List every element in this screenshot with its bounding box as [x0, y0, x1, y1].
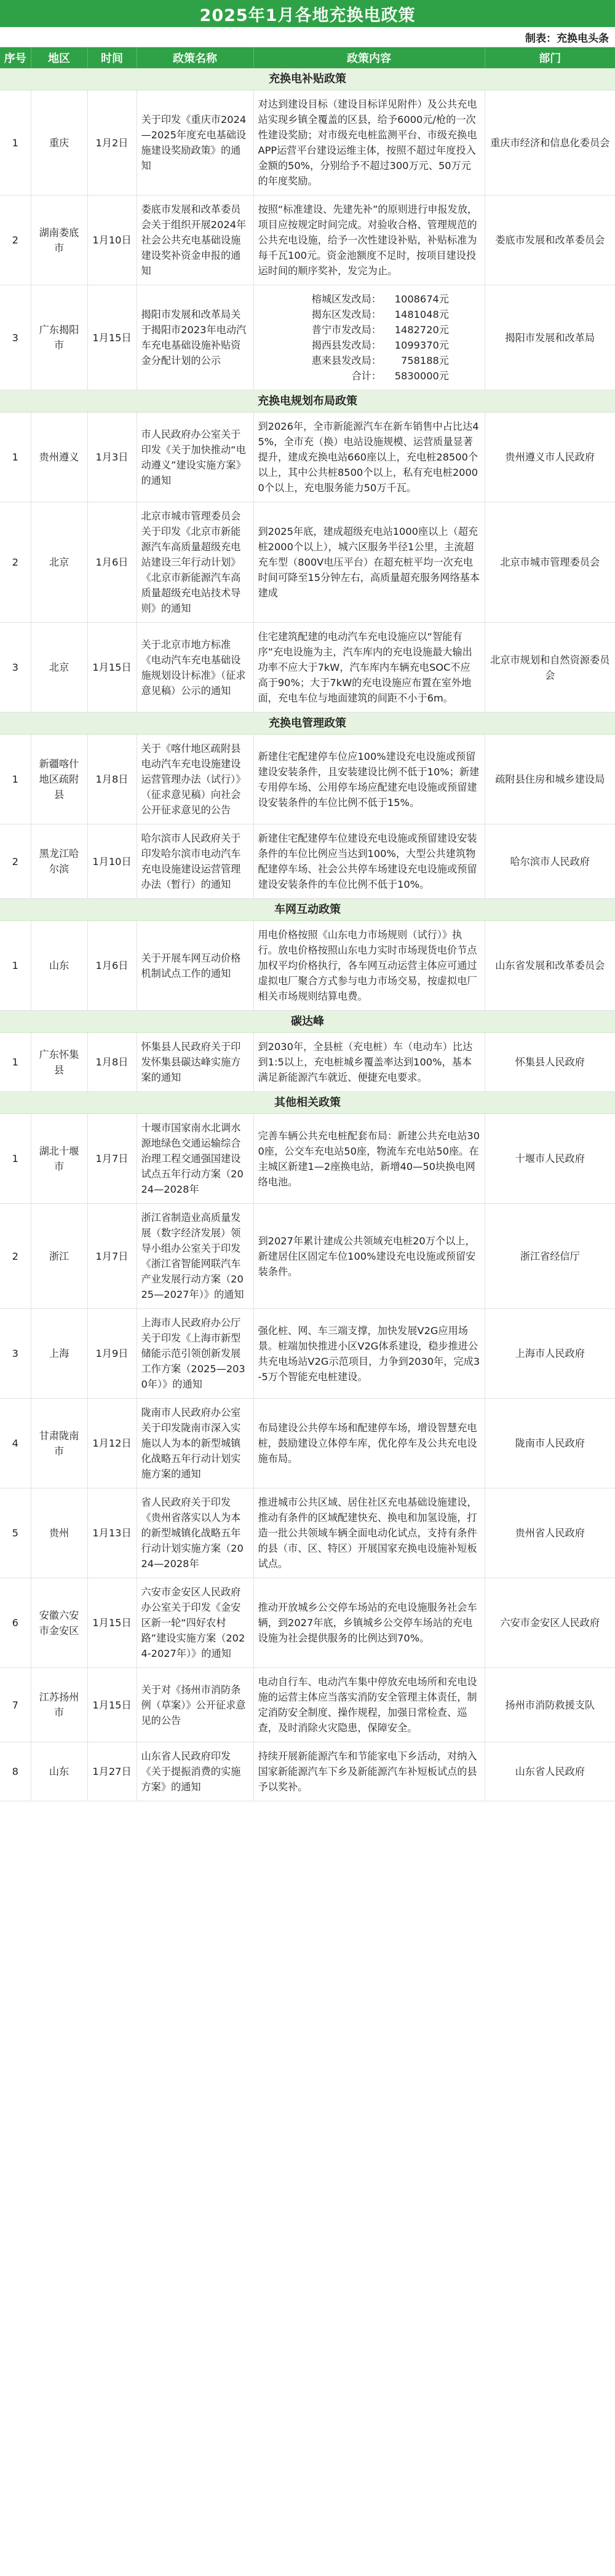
- row-policy-content: 按照“标准建设、先建先补”的原则进行申报发放，项目应按规定时间完成。对验收合格、管理规范的公共充电设施，给予一次性建设补贴，补贴标准为每千瓦100元。资金池额度不足时，按项目建设投运时间的顺序奖补，发完为止。: [253, 196, 485, 285]
- allocation-bureau: 惠来县发改局：: [311, 355, 381, 366]
- col-header-region: 地区: [31, 47, 87, 68]
- table-row: [0, 623, 615, 713]
- row-date: 1月15日: [87, 1578, 137, 1668]
- allocation-bureau: 榕城区发改局：: [311, 293, 381, 305]
- row-policy-content: 持续开展新能源汽车和节能家电下乡活动，对纳入国家新能源汽车下乡及新能源汽车补短板试点的县予以奖补。: [253, 1742, 485, 1801]
- row-department: 哈尔滨市人民政府: [485, 824, 615, 899]
- allocation-line: [258, 307, 480, 322]
- row-region: 山东: [31, 921, 87, 1011]
- section-header-row: [0, 1011, 615, 1033]
- table-row: [0, 1668, 615, 1742]
- col-header-policy-content: 政策内容: [253, 47, 485, 68]
- table-row: [0, 824, 615, 899]
- row-date: 1月3日: [87, 413, 137, 502]
- table-row: [0, 1114, 615, 1204]
- row-date: 1月15日: [87, 285, 137, 390]
- allocation-line: [258, 338, 480, 353]
- row-date: 1月27日: [87, 1742, 137, 1801]
- row-policy-name: 山东省人民政府印发《关于提振消费的实施方案》的通知: [137, 1742, 253, 1801]
- row-policy-content: 到2027年累计建成公共领域充电桩20万个以上，新建居住区固定车位100%建设充电设施或预留安装条件。: [253, 1204, 485, 1309]
- row-policy-name: 六安市金安区人民政府办公室关于印发《金安区新一轮“四好农村路”建设实施方案（2024-2027年）》的通知: [137, 1578, 253, 1668]
- row-department: 浙江省经信厅: [485, 1204, 615, 1309]
- row-department: 六安市金安区人民政府: [485, 1578, 615, 1668]
- row-policy-name: 关于北京市地方标准《电动汽车充电基础设施规划设计标准》（征求意见稿）公示的通知: [137, 623, 253, 713]
- section-header-row: [0, 390, 615, 413]
- allocation-bureau: 揭东区发改局：: [311, 309, 381, 320]
- page-title: 2025年1月各地充换电政策: [0, 0, 615, 27]
- row-region: 安徽六安市金安区: [31, 1578, 87, 1668]
- section-header-row: [0, 68, 615, 90]
- row-date: 1月10日: [87, 824, 137, 899]
- col-header-policy-name: 政策名称: [137, 47, 253, 68]
- row-department: 扬州市消防救援支队: [485, 1668, 615, 1742]
- row-policy-name: 省人民政府关于印发《贵州省落实以人为本的新型城镇化战略五年行动计划实施方案（2024—2028年: [137, 1488, 253, 1578]
- row-department: 贵州遵义市人民政府: [485, 413, 615, 502]
- row-policy-name: 上海市人民政府办公厅关于印发《上海市新型储能示范引领创新发展工作方案（2025—2030年）》的通知: [137, 1309, 253, 1399]
- row-department: 北京市城市管理委员会: [485, 502, 615, 623]
- row-policy-name: 浙江省制造业高质量发展（数字经济发展）领导小组办公室关于印发《浙江省智能网联汽车产业发展行动方案（2025—2027年）》的通知: [137, 1204, 253, 1309]
- row-number: 1: [0, 1114, 31, 1204]
- row-region: 湖南娄底市: [31, 196, 87, 285]
- col-header-number: 序号: [0, 47, 31, 68]
- allocation-amount: 5830000元: [394, 370, 449, 382]
- row-policy-name: 怀集县人民政府关于印发怀集县碳达峰实施方案的通知: [137, 1033, 253, 1092]
- table-row: [0, 1204, 615, 1309]
- row-policy-content: 用电价格按照《山东电力市场规则（试行）》执行。放电价格按照山东电力实时市场现货电价节点加权平均价格执行，各车网互动运营主体应可通过虚拟电厂聚合方式参与电力市场交易，按虚拟电厂相关市场规则结算电费。: [253, 921, 485, 1011]
- row-number: 5: [0, 1488, 31, 1578]
- row-policy-name: 关于对《扬州市消防条例（草案）》公开征求意见的公告: [137, 1668, 253, 1742]
- row-date: 1月9日: [87, 1309, 137, 1399]
- row-policy-content: 对达到建设目标（建设目标详见附件）及公共充电站实现乡镇全覆盖的区县，给予6000元/枪的一次性建设奖励；对市级充电桩监测平台、市级充换电APP运营平台建设运维主体，按照不超过年度投入金额的50%，分别给予不超过300万元、50万元的年度奖励。: [253, 90, 485, 196]
- allocation-line: [258, 291, 480, 307]
- allocation-line: [258, 322, 480, 338]
- row-policy-name: 娄底市发展和改革委员会关于组织开展2024年社会公共充电基础设施建设奖补资金申报的通知: [137, 196, 253, 285]
- table-row: [0, 285, 615, 390]
- row-policy-name: 北京市城市管理委员会关于印发《北京市新能源汽车高质量超级充电站建设三年行动计划》《北京市新能源汽车高质量超级充电站技术导则》的通知: [137, 502, 253, 623]
- row-date: 1月15日: [87, 623, 137, 713]
- row-department: 贵州省人民政府: [485, 1488, 615, 1578]
- allocation-amount: 1008674元: [394, 293, 449, 305]
- allocation-bureau: 普宁市发改局：: [311, 324, 381, 336]
- row-number: 8: [0, 1742, 31, 1801]
- section-title: 车网互动政策: [0, 899, 615, 921]
- row-policy-content: [253, 285, 485, 390]
- row-policy-content: 布局建设公共停车场和配建停车场，增设智慧充电桩，鼓励建设立体停车库，优化停车及公共充电设施布局。: [253, 1399, 485, 1488]
- row-date: 1月15日: [87, 1668, 137, 1742]
- table-row: [0, 196, 615, 285]
- row-date: 1月8日: [87, 735, 137, 824]
- row-date: 1月2日: [87, 90, 137, 196]
- section-header-row: [0, 1092, 615, 1114]
- row-region: 贵州遵义: [31, 413, 87, 502]
- row-date: 1月12日: [87, 1399, 137, 1488]
- row-policy-name: 关于开展车网互动价格机制试点工作的通知: [137, 921, 253, 1011]
- table-row: [0, 1309, 615, 1399]
- row-number: 7: [0, 1668, 31, 1742]
- allocation-amount: 1099370元: [394, 339, 449, 351]
- row-region: 甘肃陇南市: [31, 1399, 87, 1488]
- row-number: 1: [0, 413, 31, 502]
- row-date: 1月10日: [87, 196, 137, 285]
- allocation-bureau: 合计：: [351, 370, 381, 382]
- allocation-amount: 758188元: [401, 355, 449, 366]
- row-policy-name: 十堰市国家南水北调水源地绿色交通运输综合治理工程交通强国建设试点五年行动方案（2024—2028年: [137, 1114, 253, 1204]
- row-date: 1月6日: [87, 921, 137, 1011]
- section-title: 充换电补贴政策: [0, 68, 615, 90]
- row-region: 黑龙江哈尔滨: [31, 824, 87, 899]
- row-number: 2: [0, 502, 31, 623]
- table-row: [0, 1578, 615, 1668]
- row-department: 怀集县人民政府: [485, 1033, 615, 1092]
- col-header-department: 部门: [485, 47, 615, 68]
- row-policy-name: 陇南市人民政府办公室关于印发陇南市深入实施以人为本的新型城镇化战略五年行动计划实施方案的通知: [137, 1399, 253, 1488]
- row-number: 6: [0, 1578, 31, 1668]
- table-row: [0, 1033, 615, 1092]
- row-policy-name: 关于《喀什地区疏附县电动汽车充电设施建设运营管理办法（试行）》（征求意见稿）向社会公开征求意见的公告: [137, 735, 253, 824]
- row-number: 1: [0, 921, 31, 1011]
- row-policy-content: 推动开放城乡公交停车场站的充电设施服务社会车辆，到2027年底，乡镇城乡公交停车场站的充电设施为社会提供服务的比例达到70%。: [253, 1578, 485, 1668]
- table-row: [0, 1399, 615, 1488]
- row-region: 上海: [31, 1309, 87, 1399]
- row-department: 揭阳市发展和改革局: [485, 285, 615, 390]
- row-policy-content: 电动自行车、电动汽车集中停放充电场所和充电设施的运营主体应当落实消防安全管理主体责任，制定消防安全制度、操作规程，加强日常检查、巡查，及时消除火灾隐患，保障安全。: [253, 1668, 485, 1742]
- row-department: 疏附县住房和城乡建设局: [485, 735, 615, 824]
- row-department: 上海市人民政府: [485, 1309, 615, 1399]
- allocation-amount: 1481048元: [394, 309, 449, 320]
- table-row: [0, 1742, 615, 1801]
- row-region: 浙江: [31, 1204, 87, 1309]
- table-maker-credit: 制表：充换电头条: [0, 27, 615, 47]
- row-date: 1月8日: [87, 1033, 137, 1092]
- col-header-date: 时间: [87, 47, 137, 68]
- allocation-bureau: 揭西县发改局：: [311, 339, 381, 351]
- row-number: 3: [0, 285, 31, 390]
- row-date: 1月7日: [87, 1204, 137, 1309]
- row-region: 北京: [31, 502, 87, 623]
- row-number: 4: [0, 1399, 31, 1488]
- row-region: 重庆: [31, 90, 87, 196]
- table-row: [0, 735, 615, 824]
- section-header-row: [0, 899, 615, 921]
- row-number: 1: [0, 1033, 31, 1092]
- section-title: 充换电规划布局政策: [0, 390, 615, 413]
- section-title: 其他相关政策: [0, 1092, 615, 1114]
- table-row: [0, 413, 615, 502]
- row-policy-content: 到2025年底，建成超级充电站1000座以上（超充桩2000个以上），城六区服务半径1公里，主流超充车型（800V电压平台）在超充桩平均一次充电时间可降至15分钟左右，高质量超充服务网络基本建成: [253, 502, 485, 623]
- table-row: [0, 1488, 615, 1578]
- section-title: 充换电管理政策: [0, 713, 615, 735]
- row-number: 2: [0, 196, 31, 285]
- row-number: 3: [0, 1309, 31, 1399]
- row-department: 陇南市人民政府: [485, 1399, 615, 1488]
- row-policy-content: 推进城市公共区域、居住社区充电基础设施建设，推动有条件的区域配建快充、换电和加氢设施，打造一批公共领域车辆全面电动化试点，支持有条件的县（市、区、特区）开展国家充换电设施补短板试点。: [253, 1488, 485, 1578]
- row-department: 娄底市发展和改革委员会: [485, 196, 615, 285]
- row-date: 1月6日: [87, 502, 137, 623]
- row-department: 北京市规划和自然资源委员会: [485, 623, 615, 713]
- row-policy-content: 新建住宅配建停车位建设充电设施或预留建设安装条件的车位比例应当达到100%，大型公共建筑物配建停车场、社会公共停车场建设充电设施或预留建设安装条件的车位比例不低于10%。: [253, 824, 485, 899]
- table-header-row: [0, 47, 615, 68]
- row-policy-content: 到2030年，全县桩（充电桩）车（电动车）比达到1:5以上，充电桩城乡覆盖率达到100%，基本满足新能源汽车就近、便捷充电要求。: [253, 1033, 485, 1092]
- row-region: 贵州: [31, 1488, 87, 1578]
- row-number: 2: [0, 1204, 31, 1309]
- row-date: 1月7日: [87, 1114, 137, 1204]
- row-number: 1: [0, 90, 31, 196]
- row-policy-name: 揭阳市发展和改革局关于揭阳市2023年电动汽车充电基础设施补贴资金分配计划的公示: [137, 285, 253, 390]
- allocation-line: [258, 353, 480, 368]
- row-region: 北京: [31, 623, 87, 713]
- row-region: 山东: [31, 1742, 87, 1801]
- table-body: [0, 68, 615, 1801]
- section-header-row: [0, 713, 615, 735]
- row-policy-content: 到2026年，全市新能源汽车在新车销售中占比达45%，全市充（换）电站设施规模、运营质量显著提升，建成充换电站660座以上，充电桩28500个以上，其中公共桩8500个以上，私有充电桩20000个以上，充电服务能力50万千瓦。: [253, 413, 485, 502]
- row-department: 山东省人民政府: [485, 1742, 615, 1801]
- allocation-line: [258, 368, 480, 384]
- allocation-amount: 1482720元: [394, 324, 449, 336]
- row-date: 1月13日: [87, 1488, 137, 1578]
- table-row: [0, 90, 615, 196]
- row-policy-content: 完善车辆公共充电桩配套布局：新建公共充电站300座，公交车充电站50座，物流车充电站50座。在主城区新建1—2座换电站，新增40—50块换电网络电池。: [253, 1114, 485, 1204]
- row-policy-content: 住宅建筑配建的电动汽车充电设施应以“智能有序”充电设施为主，汽车库内的充电设施最大输出功率不应大于7kW，汽车库内车辆充电SOC不应高于90%；大于7kW的充电设施应布置在室外地面，充电车位与地面建筑的间距不小于6m。: [253, 623, 485, 713]
- row-policy-name: 哈尔滨市人民政府关于印发哈尔滨市电动汽车充电设施建设运营管理办法（暂行）的通知: [137, 824, 253, 899]
- row-policy-name: 市人民政府办公室关于印发《关于加快推动“电动遵义”建设实施方案》的通知: [137, 413, 253, 502]
- row-department: 重庆市经济和信息化委员会: [485, 90, 615, 196]
- policy-table: [0, 47, 615, 1801]
- table-row: [0, 502, 615, 623]
- table-row: [0, 921, 615, 1011]
- row-number: 1: [0, 735, 31, 824]
- row-policy-name: 关于印发《重庆市2024—2025年度充电基础设施建设奖励政策》的通知: [137, 90, 253, 196]
- row-region: 新疆喀什地区疏附县: [31, 735, 87, 824]
- row-number: 2: [0, 824, 31, 899]
- row-region: 广东揭阳市: [31, 285, 87, 390]
- row-region: 广东怀集县: [31, 1033, 87, 1092]
- row-region: 湖北十堰市: [31, 1114, 87, 1204]
- row-policy-content: 强化桩、网、车三端支撑，加快发展V2G应用场景。桩端加快推进小区V2G体系建设，稳步推进公共充电场站V2G示范项目，力争到2030年，完成3-5万个智能充电桩建设。: [253, 1309, 485, 1399]
- row-region: 江苏扬州市: [31, 1668, 87, 1742]
- row-department: 十堰市人民政府: [485, 1114, 615, 1204]
- section-title: 碳达峰: [0, 1011, 615, 1033]
- row-policy-content: 新建住宅配建停车位应100%建设充电设施或预留建设安装条件，且安装建设比例不低于10%；新建专用停车场、公用停车场应配建充电设施或预留建设安装条件的车位比例不低于15%。: [253, 735, 485, 824]
- row-department: 山东省发展和改革委员会: [485, 921, 615, 1011]
- row-number: 3: [0, 623, 31, 713]
